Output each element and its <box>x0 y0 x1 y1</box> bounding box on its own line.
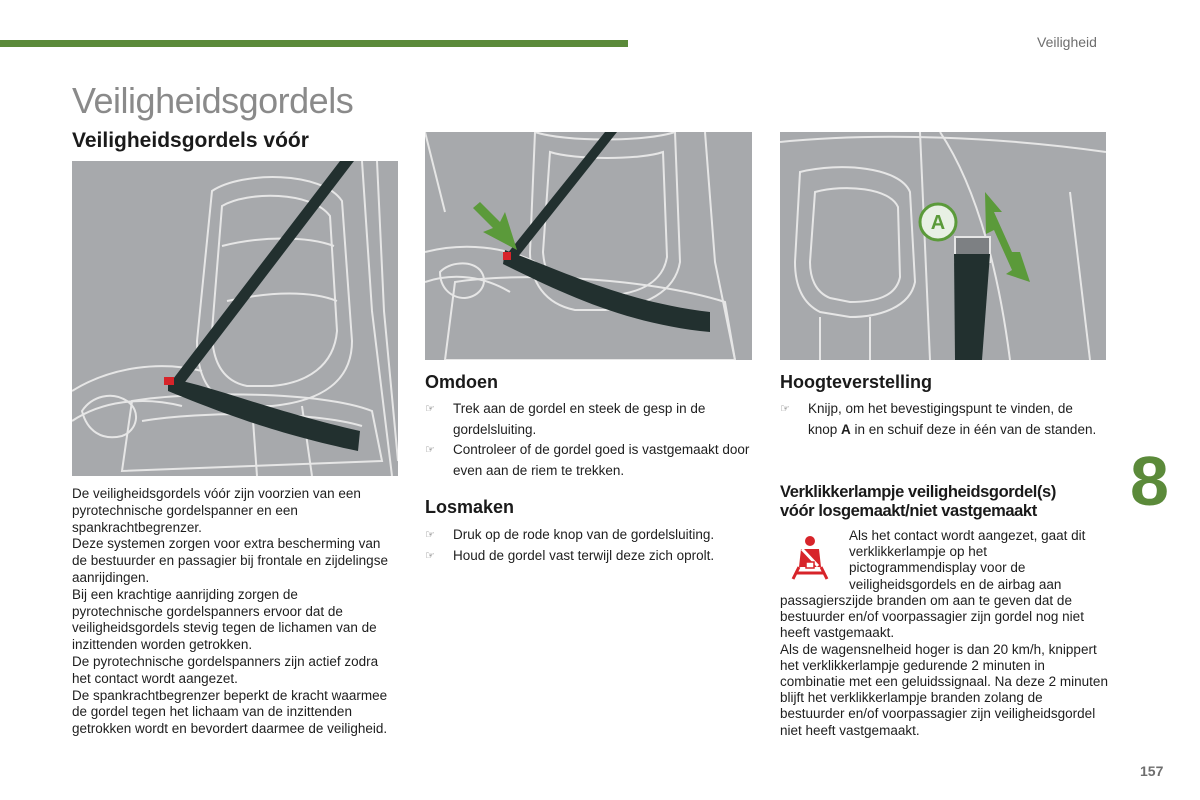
seatbelt-warning-icon <box>785 533 835 583</box>
pointing-hand-icon: ☞ <box>425 529 435 541</box>
list-item: ☞ Controleer of de gordel goed is vastgemaakt door even aan de riem te trekken. <box>425 442 750 478</box>
list-item: ☞ Houd de gordel vast terwijl deze zich oprolt. <box>425 546 755 567</box>
intro-paragraph: Deze systemen zorgen voor extra bescherming van de bestuurder en passagier bij frontale en zijdelingse aanrijdingen. <box>72 536 388 585</box>
hoogteverstelling-heading: Hoogteverstelling <box>780 372 933 392</box>
warning-text-rest: passagierszijde branden om aan te geven dat de bestuurder en/of voorpassagier zijn gordel nog niet heeft vastgemaakt. Als de wagensnelheid hoger is dan 20 km/h, knippert het verklikkerlampje gedurende 2 minuten in combinatie met een geluidssignaal. Na deze 2 minuten blijft het verklikkerlampje branden zolang de bestuurder en/of voorpassagier zijn veiligheidsgordel niet heeft vastgemaakt. <box>780 593 1108 738</box>
omdoen-heading: Omdoen <box>425 372 499 392</box>
losmaken-list <box>425 525 755 566</box>
intro-paragraph: De veiligheidsgordels vóór zijn voorzien van een pyrotechnische gordelspanner en een spankrachtbegrenzer. <box>72 486 361 535</box>
pointing-hand-icon: ☞ <box>425 444 435 456</box>
height-adjust-illustration <box>780 132 1106 360</box>
chapter-number: 8 <box>1130 442 1169 520</box>
losmaken-heading: Losmaken <box>425 497 515 517</box>
list-item: ☞ Druk op de rode knop van de gordelsluiting. <box>425 525 755 546</box>
list-item: ☞ Trek aan de gordel en steek de gesp in de gordelsluiting. <box>425 401 706 437</box>
page-title: Veiligheidsgordels <box>72 80 354 121</box>
green-arrow-icon <box>473 202 517 250</box>
warning-text-first: Als het contact wordt aangezet, gaat dit verklikkerlampje op het pictogrammendisplay voor de veiligheidsgordels en de airbag aan <box>849 528 1086 592</box>
warning-light-heading: Verklikkerlampje veiligheidsgordel(s) vóór losgemaakt/niet vastgemaakt <box>780 483 1056 520</box>
pointing-hand-icon: ☞ <box>780 403 790 415</box>
section-subtitle: Veiligheidsgordels vóór <box>72 129 309 152</box>
section-label: Veiligheid <box>1037 34 1097 50</box>
intro-text <box>72 486 392 738</box>
pointing-hand-icon: ☞ <box>425 403 435 415</box>
intro-paragraph: De pyrotechnische gordelspanners zijn actief zodra het contact wordt aangezet. <box>72 653 379 686</box>
green-double-arrow-icon <box>985 192 1030 282</box>
button-a-label: A <box>930 212 946 234</box>
front-seat-belt-illustration <box>72 161 398 476</box>
intro-paragraph: De spankrachtbegrenzer beperkt de kracht waarmee de gordel tegen het lichaam van de inzittenden getrokken wordt en bevordert daarmee de veiligheid. <box>72 687 388 737</box>
page-number: 157 <box>1140 763 1164 779</box>
omdoen-list <box>425 399 755 481</box>
belt-height-adjuster-icon <box>780 132 1106 360</box>
intro-paragraph: Bij een krachtige aanrijding zorgen de pyrotechnische gordelspanners ervoor dat de veiligheidsgordels stevig tegen de lichamen van de inzittenden worden getrokken. <box>72 586 377 653</box>
front-seat-with-belt-icon <box>72 161 398 476</box>
belt-buckle-insert-icon <box>425 132 752 360</box>
section-color-bar <box>0 40 628 47</box>
list-item: ☞ Knijp, om het bevestigingspunt te vinden, de knop A in en schuif deze in één van de standen. <box>780 401 1097 437</box>
pointing-hand-icon: ☞ <box>425 549 435 562</box>
buckle-insert-illustration <box>425 132 752 360</box>
hoogteverstelling-list <box>780 399 1100 440</box>
